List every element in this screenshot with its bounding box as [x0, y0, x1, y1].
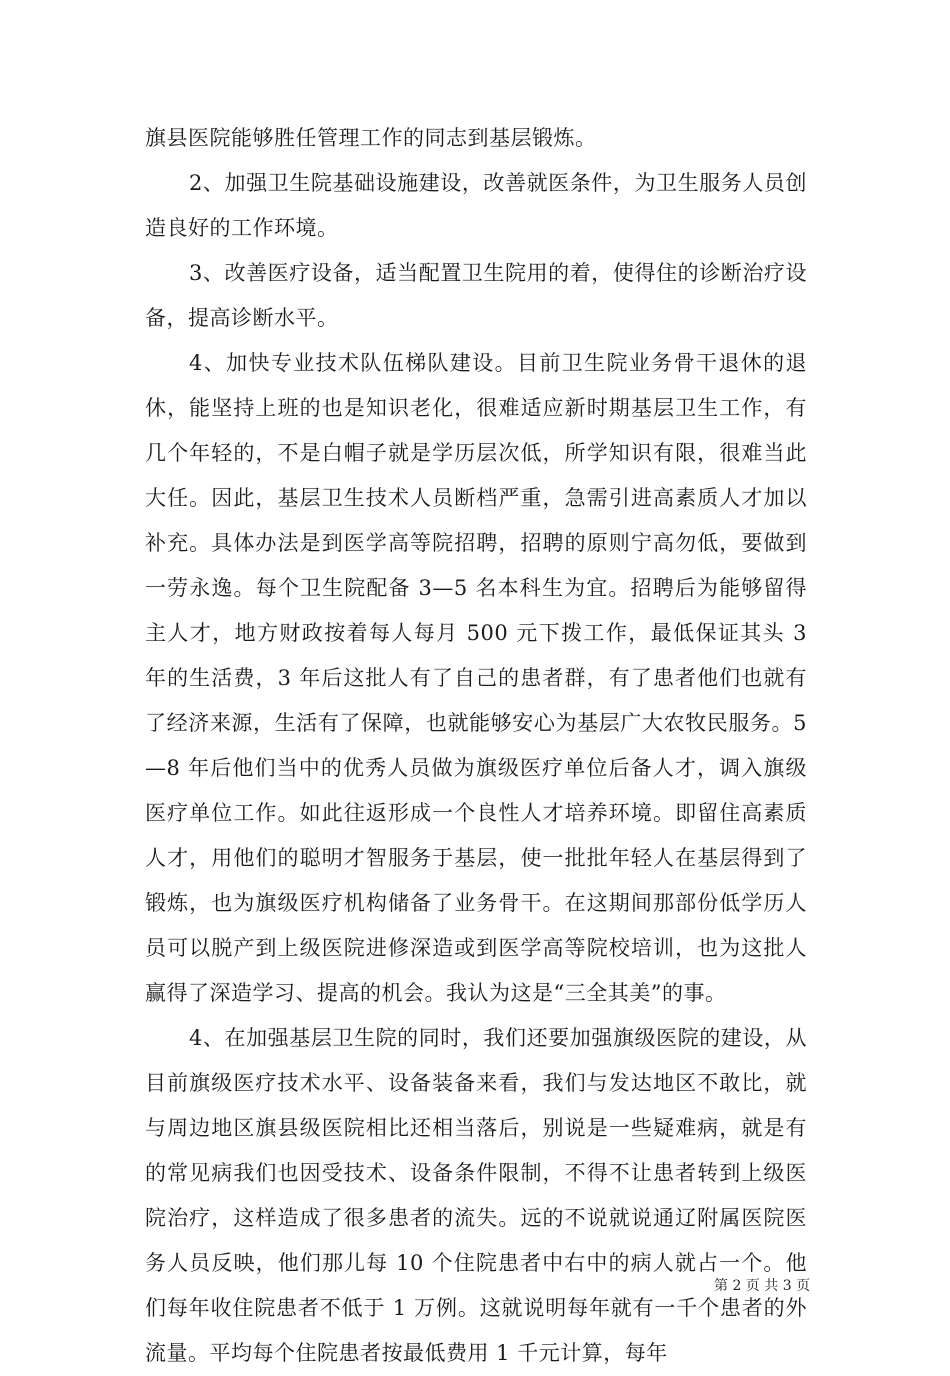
paragraph-item-4-talent: 4、加快专业技术队伍梯队建设。目前卫生院业务骨干退休的退休，能坚持上班的也是知识老化，很难适应新时期基层卫生工作，有几个年轻的，不是白帽子就是学历层次低，所学知识有限，很难当此大任。因此，基层卫生技术人员断档严重，急需引进高素质人才加以补充。具体办法是到医学高等院招聘，招聘的原则宁高勿低，要做到一劳永逸。每个卫生院配备 3—5 名本科生为宜。招聘后为能够留得主人才，地方财政按着每人每月 500 元下拨工作，最低保证其头 3 年的生活费，3 年后这批人有了自己的患者群，有了患者他们也就有了经济来源，生活有了保障，也就能够安心为基层广大农牧民服务。5—8 年后他们当中的优秀人员做为旗级医疗单位后备人才，调入旗级医疗单位工作。如此往返形成一个良性人才培养环境。即留住高素质人才，用他们的聪明才智服务于基层，使一批批年轻人在基层得到了锻炼，也为旗级医疗机构储备了业务骨干。在这期间那部份低学历人员可以脱产到上级医院进修深造或到医学高等院校培训，也为这批人赢得了深造学习、提高的机会。我认为这是“三全其美”的事。: [145, 351, 807, 1005]
page-number: 第 2 页 共 3 页: [714, 1278, 811, 1294]
paragraph-item-2: 2、加强卫生院基础设施建设，改善就医条件，为卫生服务人员创造良好的工作环境。: [145, 171, 807, 240]
paragraph-item-3: 3、改善医疗设备，适当配置卫生院用的着，使得住的诊断治疗设备，提高诊断水平。: [145, 261, 807, 330]
document-body: [145, 116, 807, 1376]
paragraph-item-4-county-hospital: 4、在加强基层卫生院的同时，我们还要加强旗级医院的建设，从目前旗级医疗技术水平、设备装备来看，我们与发达地区不敢比，就与周边地区旗县级医院相比还相当落后，别说是一些疑难病，就是有的常见病我们也因受技术、设备条件限制，不得不让患者转到上级医院治疗，这样造成了很多患者的流失。远的不说就说通辽附属医院医务人员反映，他们那儿每 10 个住院患者中右中的病人就占一个。他们每年收住院患者不低于 1 万例。这就说明每年就有一千个患者的外流量。平均每个住院患者按最低费用 1 千元计算，每年: [145, 1026, 807, 1365]
paragraph-continuation: 旗县医院能够胜任管理工作的同志到基层锻炼。: [145, 126, 597, 150]
